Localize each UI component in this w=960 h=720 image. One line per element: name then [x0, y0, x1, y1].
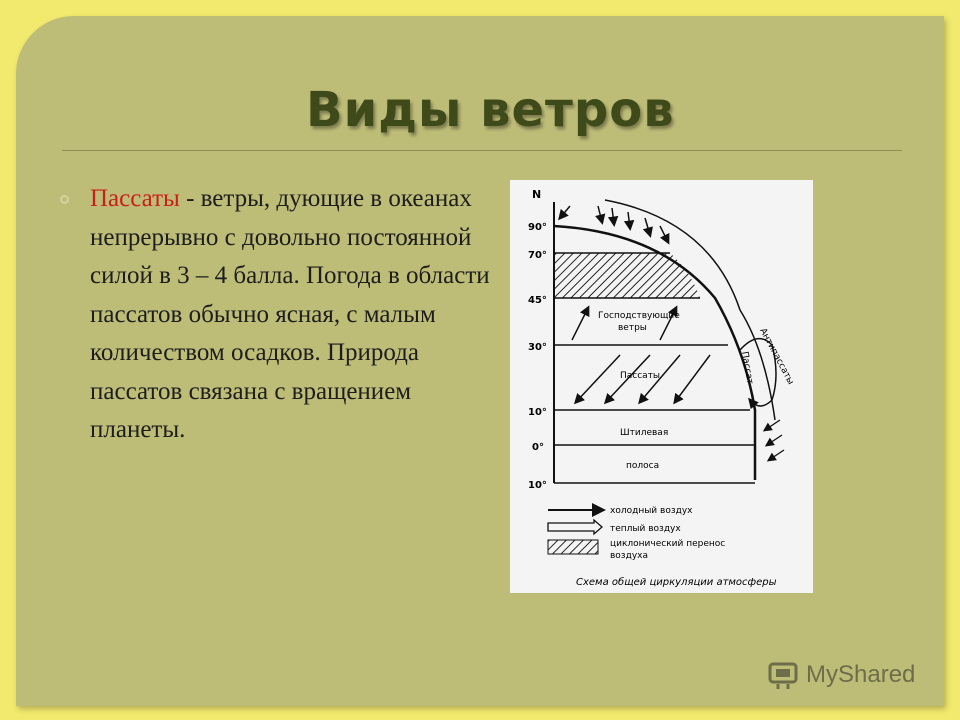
lat-0: 0°: [532, 442, 544, 453]
zone-prevailing-2: ветры: [618, 323, 647, 333]
zone-prevailing-1: Господствующие: [598, 311, 680, 321]
zone-trade-side: Пассат: [739, 350, 755, 385]
circulation-diagram: [510, 180, 813, 593]
body-paragraph: [90, 180, 490, 450]
zone-calm-1: Штилевая: [620, 428, 669, 438]
lat-90: 90°: [528, 222, 547, 233]
legend-cyclonic-1: циклонический перенос: [610, 539, 726, 549]
north-label: N: [532, 188, 542, 201]
lat-10n: 10°: [528, 407, 547, 418]
myshared-logo-icon: [768, 658, 802, 690]
zone-trade: Пассаты: [620, 371, 661, 381]
zone-anti-trade: Антипассаты: [757, 326, 796, 387]
lat-10s: 10°: [528, 480, 547, 491]
title-divider: [62, 150, 902, 151]
zone-calm-2: полоса: [626, 461, 660, 471]
legend-cyclonic-2: воздуха: [610, 551, 648, 561]
figure-caption: Схема общей циркуляции атмосферы: [576, 577, 777, 588]
lat-70: 70°: [528, 250, 547, 261]
lat-45: 45°: [528, 295, 547, 306]
highlight-term: Пассаты: [90, 185, 180, 212]
body-rest: - ветры, дующие в океанах непрерывно с довольно постоянной силой в 3 – 4 балла. Погода в области пассатов обычно ясная, с малым количеством осадков. Природа пассатов связана с вращением планеты.: [90, 185, 490, 443]
lat-30: 30°: [528, 342, 547, 353]
cyclonic-zone: [554, 253, 700, 298]
legend-cold: холодный воздух: [610, 506, 693, 516]
legend-warm: теплый воздух: [610, 524, 681, 534]
watermark-text: MyShared: [806, 661, 916, 688]
slide-title: Виды ветров: [306, 82, 675, 138]
bullet-icon: [60, 195, 69, 204]
